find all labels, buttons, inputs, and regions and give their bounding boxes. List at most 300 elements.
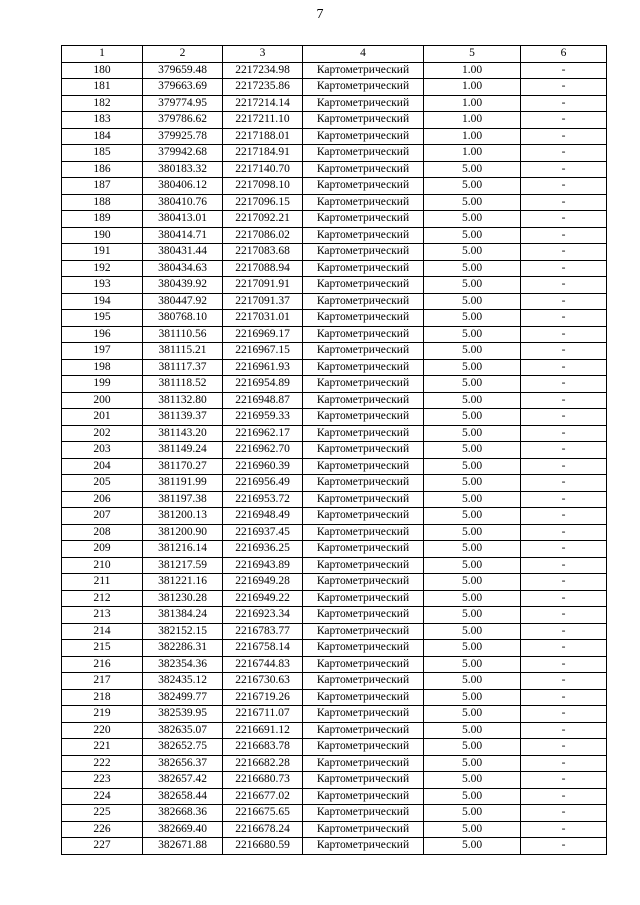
x-coordinate-cell: 382499.77 [143,689,223,706]
x-coordinate-cell: 381117.37 [143,359,223,376]
x-coordinate-cell: 381216.14 [143,541,223,558]
note-cell: - [521,194,607,211]
note-cell: - [521,62,607,79]
accuracy-cell: 5.00 [424,706,521,723]
column-header-1: 1 [62,46,143,63]
point-number-cell: 215 [62,640,143,657]
accuracy-cell: 5.00 [424,640,521,657]
y-coordinate-cell: 2217214.14 [223,95,303,112]
y-coordinate-cell: 2217088.94 [223,260,303,277]
accuracy-cell: 5.00 [424,689,521,706]
note-cell: - [521,343,607,360]
accuracy-cell: 1.00 [424,145,521,162]
y-coordinate-cell: 2216956.49 [223,475,303,492]
table-row [62,244,607,261]
y-coordinate-cell: 2216967.15 [223,343,303,360]
note-cell: - [521,706,607,723]
point-number-cell: 216 [62,656,143,673]
x-coordinate-cell: 381221.16 [143,574,223,591]
table-row [62,557,607,574]
method-cell: Картометрический [303,227,424,244]
accuracy-cell: 5.00 [424,310,521,327]
x-coordinate-cell: 381200.13 [143,508,223,525]
x-coordinate-cell: 382635.07 [143,722,223,739]
y-coordinate-cell: 2217092.21 [223,211,303,228]
method-cell: Картометрический [303,145,424,162]
table-row [62,640,607,657]
point-number-cell: 188 [62,194,143,211]
accuracy-cell: 5.00 [424,343,521,360]
note-cell: - [521,491,607,508]
point-number-cell: 225 [62,805,143,822]
point-number-cell: 196 [62,326,143,343]
x-coordinate-cell: 380439.92 [143,277,223,294]
note-cell: - [521,145,607,162]
y-coordinate-cell: 2216949.22 [223,590,303,607]
method-cell: Картометрический [303,277,424,294]
point-number-cell: 183 [62,112,143,129]
x-coordinate-cell: 382658.44 [143,788,223,805]
x-coordinate-cell: 381170.27 [143,458,223,475]
y-coordinate-cell: 2216937.45 [223,524,303,541]
method-cell: Картометрический [303,442,424,459]
x-coordinate-cell: 381110.56 [143,326,223,343]
accuracy-cell: 1.00 [424,112,521,129]
point-number-cell: 202 [62,425,143,442]
method-cell: Картометрический [303,755,424,772]
method-cell: Картометрический [303,376,424,393]
x-coordinate-cell: 380413.01 [143,211,223,228]
table-row [62,805,607,822]
method-cell: Картометрический [303,260,424,277]
y-coordinate-cell: 2216730.63 [223,673,303,690]
y-coordinate-cell: 2217235.86 [223,79,303,96]
x-coordinate-cell: 382354.36 [143,656,223,673]
table-row [62,128,607,145]
method-cell: Картометрический [303,706,424,723]
method-cell: Картометрический [303,656,424,673]
method-cell: Картометрический [303,689,424,706]
point-number-cell: 227 [62,838,143,855]
accuracy-cell: 5.00 [424,821,521,838]
x-coordinate-cell: 379942.68 [143,145,223,162]
accuracy-cell: 5.00 [424,392,521,409]
accuracy-cell: 5.00 [424,557,521,574]
method-cell: Картометрический [303,343,424,360]
y-coordinate-cell: 2216678.24 [223,821,303,838]
x-coordinate-cell: 379659.48 [143,62,223,79]
y-coordinate-cell: 2216943.89 [223,557,303,574]
point-number-cell: 219 [62,706,143,723]
note-cell: - [521,623,607,640]
x-coordinate-cell: 380406.12 [143,178,223,195]
accuracy-cell: 5.00 [424,277,521,294]
accuracy-cell: 5.00 [424,260,521,277]
point-number-cell: 220 [62,722,143,739]
y-coordinate-cell: 2217188.01 [223,128,303,145]
table-row [62,491,607,508]
point-number-cell: 197 [62,343,143,360]
note-cell: - [521,788,607,805]
accuracy-cell: 5.00 [424,178,521,195]
x-coordinate-cell: 382435.12 [143,673,223,690]
point-number-cell: 186 [62,161,143,178]
method-cell: Картометрический [303,557,424,574]
point-number-cell: 199 [62,376,143,393]
column-header-2: 2 [143,46,223,63]
note-cell: - [521,590,607,607]
accuracy-cell: 5.00 [424,656,521,673]
point-number-cell: 223 [62,772,143,789]
point-number-cell: 184 [62,128,143,145]
header-row [62,46,607,63]
table-row [62,376,607,393]
method-cell: Картометрический [303,590,424,607]
method-cell: Картометрический [303,722,424,739]
method-cell: Картометрический [303,79,424,96]
y-coordinate-cell: 2216962.70 [223,442,303,459]
accuracy-cell: 5.00 [424,161,521,178]
accuracy-cell: 5.00 [424,194,521,211]
note-cell: - [521,425,607,442]
note-cell: - [521,722,607,739]
x-coordinate-cell: 379663.69 [143,79,223,96]
accuracy-cell: 5.00 [424,673,521,690]
y-coordinate-cell: 2217083.68 [223,244,303,261]
table-row [62,623,607,640]
table-row [62,689,607,706]
note-cell: - [521,227,607,244]
x-coordinate-cell: 380183.32 [143,161,223,178]
method-cell: Картометрический [303,62,424,79]
x-coordinate-cell: 381230.28 [143,590,223,607]
note-cell: - [521,95,607,112]
accuracy-cell: 5.00 [424,722,521,739]
point-number-cell: 224 [62,788,143,805]
note-cell: - [521,772,607,789]
y-coordinate-cell: 2216677.02 [223,788,303,805]
accuracy-cell: 1.00 [424,95,521,112]
y-coordinate-cell: 2217031.01 [223,310,303,327]
method-cell: Картометрический [303,310,424,327]
y-coordinate-cell: 2217140.70 [223,161,303,178]
note-cell: - [521,211,607,228]
y-coordinate-cell: 2217211.10 [223,112,303,129]
table-row [62,425,607,442]
point-number-cell: 211 [62,574,143,591]
accuracy-cell: 5.00 [424,623,521,640]
point-number-cell: 200 [62,392,143,409]
method-cell: Картометрический [303,392,424,409]
y-coordinate-cell: 2216960.39 [223,458,303,475]
method-cell: Картометрический [303,409,424,426]
note-cell: - [521,244,607,261]
note-cell: - [521,739,607,756]
table-row [62,656,607,673]
x-coordinate-cell: 382669.40 [143,821,223,838]
table-row [62,524,607,541]
table-row [62,194,607,211]
y-coordinate-cell: 2216680.59 [223,838,303,855]
accuracy-cell: 5.00 [424,788,521,805]
point-number-cell: 187 [62,178,143,195]
y-coordinate-cell: 2216783.77 [223,623,303,640]
point-number-cell: 226 [62,821,143,838]
table-row [62,277,607,294]
method-cell: Картометрический [303,326,424,343]
note-cell: - [521,277,607,294]
point-number-cell: 218 [62,689,143,706]
x-coordinate-cell: 382671.88 [143,838,223,855]
table-row [62,145,607,162]
note-cell: - [521,376,607,393]
x-coordinate-cell: 381118.52 [143,376,223,393]
y-coordinate-cell: 2216953.72 [223,491,303,508]
note-cell: - [521,475,607,492]
point-number-cell: 193 [62,277,143,294]
y-coordinate-cell: 2216683.78 [223,739,303,756]
table-row [62,755,607,772]
y-coordinate-cell: 2216954.89 [223,376,303,393]
y-coordinate-cell: 2216744.83 [223,656,303,673]
accuracy-cell: 5.00 [424,409,521,426]
point-number-cell: 214 [62,623,143,640]
point-number-cell: 185 [62,145,143,162]
y-coordinate-cell: 2216961.93 [223,359,303,376]
y-coordinate-cell: 2217091.91 [223,277,303,294]
point-number-cell: 180 [62,62,143,79]
x-coordinate-cell: 382657.42 [143,772,223,789]
x-coordinate-cell: 380410.76 [143,194,223,211]
method-cell: Картометрический [303,293,424,310]
table-row [62,739,607,756]
y-coordinate-cell: 2216923.34 [223,607,303,624]
accuracy-cell: 5.00 [424,458,521,475]
method-cell: Картометрический [303,458,424,475]
y-coordinate-cell: 2217091.37 [223,293,303,310]
method-cell: Картометрический [303,508,424,525]
accuracy-cell: 5.00 [424,211,521,228]
point-number-cell: 201 [62,409,143,426]
table-row [62,161,607,178]
method-cell: Картометрический [303,623,424,640]
accuracy-cell: 5.00 [424,524,521,541]
y-coordinate-cell: 2216682.28 [223,755,303,772]
method-cell: Картометрический [303,425,424,442]
y-coordinate-cell: 2216719.26 [223,689,303,706]
point-number-cell: 182 [62,95,143,112]
method-cell: Картометрический [303,244,424,261]
accuracy-cell: 5.00 [424,508,521,525]
table-row [62,838,607,855]
table-row [62,772,607,789]
note-cell: - [521,656,607,673]
table-row [62,326,607,343]
x-coordinate-cell: 382652.75 [143,739,223,756]
table-row [62,211,607,228]
accuracy-cell: 5.00 [424,359,521,376]
point-number-cell: 203 [62,442,143,459]
column-header-6: 6 [521,46,607,63]
point-number-cell: 207 [62,508,143,525]
point-number-cell: 192 [62,260,143,277]
accuracy-cell: 1.00 [424,62,521,79]
note-cell: - [521,541,607,558]
accuracy-cell: 1.00 [424,128,521,145]
column-header-5: 5 [424,46,521,63]
x-coordinate-cell: 380768.10 [143,310,223,327]
table-row [62,788,607,805]
note-cell: - [521,607,607,624]
point-number-cell: 190 [62,227,143,244]
point-number-cell: 209 [62,541,143,558]
y-coordinate-cell: 2217234.98 [223,62,303,79]
y-coordinate-cell: 2216691.12 [223,722,303,739]
y-coordinate-cell: 2216949.28 [223,574,303,591]
table-row [62,574,607,591]
note-cell: - [521,689,607,706]
y-coordinate-cell: 2216959.33 [223,409,303,426]
table-row [62,475,607,492]
y-coordinate-cell: 2216962.17 [223,425,303,442]
y-coordinate-cell: 2216936.25 [223,541,303,558]
table-row [62,706,607,723]
accuracy-cell: 5.00 [424,574,521,591]
table-row [62,590,607,607]
table-row [62,673,607,690]
note-cell: - [521,178,607,195]
table-row [62,409,607,426]
column-header-4: 4 [303,46,424,63]
y-coordinate-cell: 2216948.49 [223,508,303,525]
note-cell: - [521,755,607,772]
note-cell: - [521,392,607,409]
x-coordinate-cell: 381217.59 [143,557,223,574]
accuracy-cell: 5.00 [424,425,521,442]
accuracy-cell: 5.00 [424,739,521,756]
x-coordinate-cell: 381149.24 [143,442,223,459]
accuracy-cell: 5.00 [424,227,521,244]
note-cell: - [521,293,607,310]
accuracy-cell: 1.00 [424,79,521,96]
table-row [62,607,607,624]
x-coordinate-cell: 379786.62 [143,112,223,129]
note-cell: - [521,326,607,343]
x-coordinate-cell: 382539.95 [143,706,223,723]
table-header [62,46,607,63]
x-coordinate-cell: 381200.90 [143,524,223,541]
y-coordinate-cell: 2217184.91 [223,145,303,162]
x-coordinate-cell: 380434.63 [143,260,223,277]
table-row [62,227,607,244]
table-row [62,310,607,327]
note-cell: - [521,458,607,475]
note-cell: - [521,409,607,426]
point-number-cell: 212 [62,590,143,607]
method-cell: Картометрический [303,607,424,624]
point-number-cell: 194 [62,293,143,310]
accuracy-cell: 5.00 [424,376,521,393]
method-cell: Картометрический [303,821,424,838]
method-cell: Картометрический [303,491,424,508]
table-row [62,293,607,310]
point-number-cell: 213 [62,607,143,624]
note-cell: - [521,260,607,277]
point-number-cell: 181 [62,79,143,96]
note-cell: - [521,128,607,145]
point-number-cell: 205 [62,475,143,492]
accuracy-cell: 5.00 [424,326,521,343]
accuracy-cell: 5.00 [424,293,521,310]
accuracy-cell: 5.00 [424,442,521,459]
table-row [62,260,607,277]
accuracy-cell: 5.00 [424,755,521,772]
x-coordinate-cell: 381384.24 [143,607,223,624]
method-cell: Картометрический [303,524,424,541]
accuracy-cell: 5.00 [424,838,521,855]
x-coordinate-cell: 382286.31 [143,640,223,657]
point-number-cell: 222 [62,755,143,772]
table-row [62,178,607,195]
method-cell: Картометрический [303,475,424,492]
note-cell: - [521,112,607,129]
note-cell: - [521,79,607,96]
method-cell: Картометрический [303,95,424,112]
method-cell: Картометрический [303,574,424,591]
note-cell: - [521,557,607,574]
y-coordinate-cell: 2216675.65 [223,805,303,822]
point-number-cell: 206 [62,491,143,508]
note-cell: - [521,805,607,822]
table-body [62,62,607,854]
x-coordinate-cell: 380447.92 [143,293,223,310]
method-cell: Картометрический [303,673,424,690]
note-cell: - [521,838,607,855]
table-row [62,95,607,112]
note-cell: - [521,161,607,178]
x-coordinate-cell: 381143.20 [143,425,223,442]
method-cell: Картометрический [303,211,424,228]
table-row [62,442,607,459]
accuracy-cell: 5.00 [424,541,521,558]
note-cell: - [521,640,607,657]
table-row [62,458,607,475]
y-coordinate-cell: 2216711.07 [223,706,303,723]
y-coordinate-cell: 2217098.10 [223,178,303,195]
note-cell: - [521,310,607,327]
method-cell: Картометрический [303,194,424,211]
table-row [62,343,607,360]
accuracy-cell: 5.00 [424,607,521,624]
point-number-cell: 210 [62,557,143,574]
method-cell: Картометрический [303,739,424,756]
table-row [62,112,607,129]
y-coordinate-cell: 2217096.15 [223,194,303,211]
method-cell: Картометрический [303,161,424,178]
note-cell: - [521,442,607,459]
page-number: 7 [316,7,324,22]
y-coordinate-cell: 2216758.14 [223,640,303,657]
column-header-3: 3 [223,46,303,63]
table-row [62,392,607,409]
method-cell: Картометрический [303,838,424,855]
table-row [62,79,607,96]
y-coordinate-cell: 2216948.87 [223,392,303,409]
accuracy-cell: 5.00 [424,772,521,789]
accuracy-cell: 5.00 [424,475,521,492]
y-coordinate-cell: 2216680.73 [223,772,303,789]
x-coordinate-cell: 381197.38 [143,491,223,508]
